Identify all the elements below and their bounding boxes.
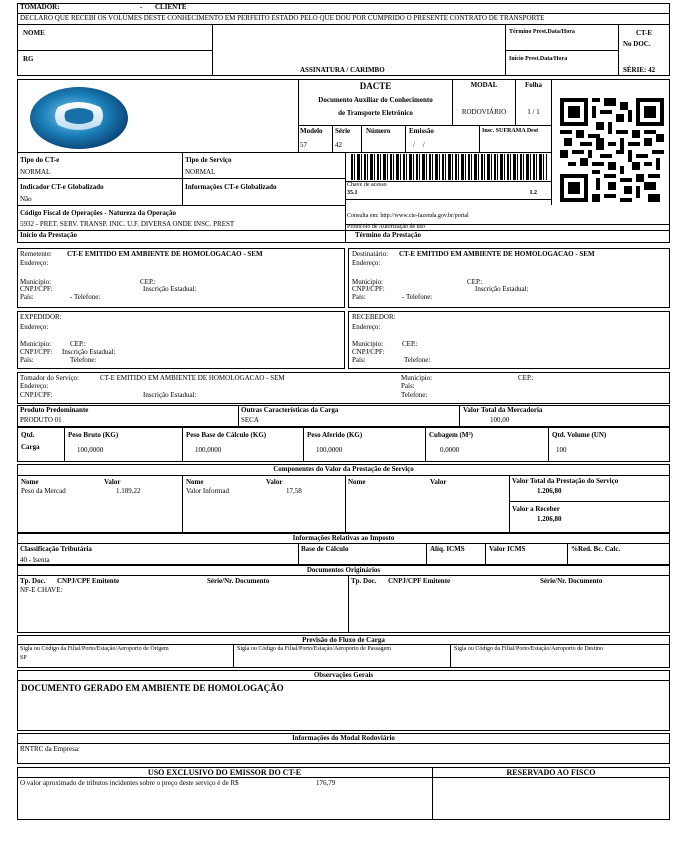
- insc-suframa-label: Insc. SUFRAMA Dest: [482, 128, 539, 134]
- remetente-name: CT-E EMITIDO EM AMBIENTE DE HOMOLOGACAO - SEM: [67, 250, 263, 258]
- dacte-title: DACTE: [359, 81, 392, 91]
- divider: [17, 50, 212, 51]
- indicador-label: Indicador CT-e Globalizado: [20, 183, 104, 191]
- peso-bruto-label: Peso Bruto (KG): [68, 431, 119, 439]
- stub-serie: SÉRIE: 42: [623, 66, 656, 74]
- divider: [332, 125, 333, 152]
- fisco-title: RESERVADO AO FISCO: [506, 768, 596, 777]
- tributos-value: 176,79: [316, 779, 336, 787]
- recebedor-endereco: Endereço:: [352, 323, 381, 331]
- chave-label: Chave de acesso: [347, 182, 387, 188]
- divider: [548, 427, 549, 462]
- divider: [17, 178, 345, 179]
- destinatario-cnpj: CNPJ/CPF:: [352, 285, 385, 293]
- classificacao-label: Classificação Tributária: [20, 545, 92, 553]
- valor-mercadoria-label: Valor Total da Mercadoria: [463, 406, 543, 414]
- produto-value: PRODUTO 01: [20, 416, 62, 424]
- tipo-servico-value: NORMAL: [185, 168, 216, 176]
- tomador-ie: Inscrição Estadual:: [143, 391, 197, 399]
- barcode: [351, 154, 547, 180]
- chave-end: L2: [530, 190, 538, 196]
- comp-1-valor: 1.189,22: [116, 487, 141, 495]
- folha-value: 1 / 1: [527, 108, 540, 116]
- qtd-volume-value: 100: [556, 446, 567, 454]
- tomador-endereco: Endereço:: [20, 382, 49, 390]
- valor-total-value: 1.206,80: [537, 487, 562, 495]
- docs-cnpj-header-2: CNPJ/CPF Emitente: [388, 577, 451, 585]
- docs-tp-header-2: Tp. Doc.: [351, 577, 377, 585]
- recebedor-pais: País:: [352, 356, 366, 364]
- cubagem-value: 0,0000: [440, 446, 460, 454]
- divider: [509, 501, 670, 502]
- docs-cnpj-header-1: CNPJ/CPF Emitente: [57, 577, 120, 585]
- divider: [17, 152, 551, 153]
- divider: [233, 644, 234, 668]
- expedidor-box: [17, 311, 345, 369]
- recebedor-cep: CEP.:: [402, 340, 418, 348]
- produto-box: [17, 405, 670, 427]
- divider: [509, 475, 510, 533]
- divider: [303, 427, 304, 462]
- divider: [479, 125, 480, 152]
- modal-label: MODAL: [470, 81, 498, 89]
- valor-total-label: Valor Total da Prestação do Serviço: [512, 477, 619, 485]
- fluxo-title: Previsão do Fluxo de Carga: [302, 636, 385, 644]
- divider: [345, 475, 346, 533]
- protocolo-label: Protocolo de Autorização de uso: [347, 224, 425, 230]
- destinatario-ie: Inscrição Estadual:: [475, 285, 529, 293]
- recebedor-box: [348, 311, 670, 369]
- modal-value: RODOVIÁRIO: [461, 108, 507, 116]
- expedidor-pais: País:: [20, 356, 34, 364]
- divider: [182, 475, 183, 533]
- stub-dash: -: [140, 3, 143, 11]
- stub-nome-label: NOME: [23, 29, 45, 37]
- divider: [17, 24, 670, 25]
- expedidor-ie: Inscrição Estadual:: [62, 348, 116, 356]
- destinatario-label: Destinatário:: [352, 250, 389, 258]
- comp-2-valor: 17,58: [286, 487, 302, 495]
- divider: [17, 743, 670, 744]
- divider: [298, 125, 551, 126]
- indicador-value: Não: [20, 195, 32, 203]
- destinatario-telefone: - Telefone:: [402, 293, 433, 301]
- remetente-telefone: - Telefone:: [70, 293, 101, 301]
- destinatario-endereco: Endereço:: [352, 259, 381, 267]
- divider: [212, 24, 213, 76]
- emissao-value: / /: [413, 141, 428, 149]
- comp-nome-header-1: Nome: [21, 478, 39, 486]
- modelo-label: Modelo: [300, 127, 323, 135]
- comp-2-nome: Valor Informad: [186, 487, 229, 495]
- destinatario-cep: CEP.:: [467, 278, 483, 286]
- divider: [298, 543, 299, 565]
- peso-base-label: Peso Base de Cálculo (KG): [186, 431, 267, 439]
- comp-valor-header-2: Valor: [266, 478, 283, 486]
- divider: [17, 543, 670, 544]
- dacte-subtitle-2: de Transporte Eletrônico: [338, 109, 413, 117]
- recebedor-cnpj: CNPJ/CPF:: [352, 348, 385, 356]
- divider: [17, 575, 670, 576]
- expedidor-telefone: Telefone:: [70, 356, 97, 364]
- divider: [345, 199, 551, 200]
- cubagem-label: Cubagem (M³): [429, 431, 473, 439]
- stub-cliente-label: CLIENTE: [155, 3, 187, 11]
- inicio-prestacao-label: Início da Prestação: [20, 231, 78, 239]
- observacoes-text: DOCUMENTO GERADO EM AMBIENTE DE HOMOLOGAÇÃO: [21, 683, 284, 693]
- divider: [17, 644, 670, 645]
- company-logo-icon: [28, 85, 130, 151]
- fluxo-destino-label: Sigla ou Código da Filial/Porto/Estação/Aeroporto de Destino: [454, 646, 603, 652]
- divider: [426, 543, 427, 565]
- divider: [405, 125, 406, 152]
- tipo-cte-value: NORMAL: [20, 168, 51, 176]
- tributos-text: O valor aproximado de tributos incidentes sobre o preço deste serviço é de R$: [20, 779, 239, 787]
- peso-aferido-label: Peso Aferido (KG): [307, 431, 363, 439]
- comp-valor-header-1: Valor: [104, 478, 121, 486]
- emissor-title: USO EXCLUSIVO DO EMISSOR DO CT-E: [147, 768, 302, 777]
- rntrc-label: RNTRC da Empresa:: [20, 745, 80, 753]
- folha-label: Folha: [524, 81, 543, 89]
- docs-serie-header-1: Série/Nr. Documento: [207, 577, 270, 585]
- remetente-pais: País:: [20, 293, 34, 301]
- valor-receber-value: 1.206,80: [537, 515, 562, 523]
- serie-label: Série: [335, 127, 351, 135]
- peso-aferido-value: 100,0000: [316, 446, 343, 454]
- tomador-municipio: Municipio:: [401, 374, 433, 382]
- stub-declaration: DECLARO QUE RECEBI OS VOLUMES DESTE CONHECIMENTO EM PERFEITO ESTADO PELO QUE DOU POR CUMPRIDO O PRESENTE CONTRATO DE TRANSPORTE: [20, 14, 545, 22]
- divider: [425, 427, 426, 462]
- serie-value: 42: [335, 141, 342, 149]
- expedidor-cep: CEP.:: [70, 340, 86, 348]
- tomador-telefone: Telefone:: [401, 391, 428, 399]
- valor-receber-label: Valor a Receber: [512, 505, 560, 513]
- divider: [361, 125, 362, 152]
- stub-cte: CT-E: [636, 29, 653, 37]
- divider: [567, 543, 568, 565]
- observacoes-title: Observações Gerais: [313, 671, 374, 679]
- remetente-endereco: Endereço:: [20, 259, 49, 267]
- tomador-cep: CEP.:: [518, 374, 534, 382]
- remetente-cnpj: CNPJ/CPF:: [20, 285, 53, 293]
- recebedor-municipio: Municipio:: [352, 340, 384, 348]
- tomador-name: CT-E EMITIDO EM AMBIENTE DE HOMOLOGACAO - SEM: [100, 374, 285, 382]
- modelo-value: 57: [300, 141, 307, 149]
- comp-1-nome: Peso da Mercad: [21, 487, 66, 495]
- recebedor-label: RECEBEDOR:: [352, 313, 396, 321]
- destinatario-pais: País:: [352, 293, 366, 301]
- divider: [505, 50, 618, 51]
- divider: [450, 644, 451, 668]
- componentes-title: Componentes do Valor da Prestação de Serviço: [273, 465, 414, 473]
- produto-label: Produto Predominante: [20, 406, 89, 414]
- remetente-label: Remetente:: [20, 250, 52, 258]
- valor-mercadoria-value: 100,00: [490, 416, 510, 424]
- fluxo-origem-value: SP: [20, 655, 27, 661]
- red-bc-label: %Red. Bc. Calc.: [571, 545, 621, 553]
- stub-no-doc: No DOC.: [623, 40, 651, 48]
- comp-valor-header-3: Valor: [430, 478, 447, 486]
- docs-nfe-chave: NF-E CHAVE:: [20, 586, 63, 594]
- tomador-pais: País:: [401, 382, 415, 390]
- emissao-label: Emissão: [409, 127, 434, 135]
- termino-prestacao-label: Término da Prestação: [355, 231, 421, 239]
- expedidor-municipio: Municipio:: [20, 340, 52, 348]
- qtd-volume-label: Qtd. Volume (UN): [552, 431, 607, 439]
- expedidor-label: EXPEDIDOR:: [20, 313, 62, 321]
- divider: [182, 427, 183, 462]
- tomador-label: Tomador do Serviço:: [20, 374, 79, 382]
- divider: [459, 405, 460, 427]
- expedidor-endereco: Endereço:: [20, 323, 49, 331]
- destinatario-municipio: Municipio:: [352, 278, 384, 286]
- info-glob-label: Informações CT-e Globalizado: [185, 183, 277, 191]
- divider: [348, 575, 349, 633]
- cfop-label: Código Fiscal de Operações - Natureza da Operação: [20, 209, 176, 217]
- classificacao-value: 40 - Isenta: [20, 556, 50, 564]
- numero-label: Número: [366, 127, 391, 135]
- tomador-cnpj: CNPJ/CPF:: [20, 391, 53, 399]
- divider: [17, 777, 670, 778]
- recebedor-telefone: Telefone:: [404, 356, 431, 364]
- modal-rodoviario-title: Informações do Modal Rodoviário: [292, 734, 395, 742]
- stub-tomador-label: TOMADOR:: [20, 3, 60, 11]
- carga-label: Carga: [21, 443, 40, 451]
- remetente-municipio: Municipio:: [20, 278, 52, 286]
- divider: [17, 680, 670, 681]
- valor-icms-label: Valor ICMS: [489, 545, 526, 553]
- remetente-cep: CEP.:: [140, 278, 156, 286]
- consulta-url: Consulta em: http://www.cte-fazenda.gov.br/portal: [347, 213, 469, 219]
- tipo-cte-label: Tipo do CT-e: [20, 156, 60, 164]
- qtd-label: Qtd.: [21, 431, 35, 439]
- divider: [485, 543, 486, 565]
- documentos-title: Documentos Originários: [306, 566, 381, 574]
- outras-label: Outras Características da Carga: [241, 406, 339, 414]
- docs-serie-header-2: Série/Nr. Documento: [540, 577, 603, 585]
- comp-nome-header-2: Nome: [186, 478, 204, 486]
- divider: [17, 475, 670, 476]
- stub-assinatura: ASSINATURA / CARIMBO: [300, 66, 385, 74]
- expedidor-cnpj: CNPJ/CPF:: [20, 348, 53, 356]
- fluxo-origem-label: Sigla ou Código da Filial/Porto/Estação/Aeroporto de Origem: [20, 646, 169, 652]
- divider: [618, 24, 619, 76]
- tipo-servico-label: Tipo de Serviço: [185, 156, 232, 164]
- chave-value: 35.1: [347, 190, 358, 196]
- stub-inicio-label: Início Prest.Data/Hora: [509, 56, 568, 62]
- outras-value: SECA: [241, 416, 259, 424]
- peso-bruto-value: 100,0000: [77, 446, 104, 454]
- divider: [64, 427, 65, 462]
- remetente-ie: Inscrição Estadual:: [143, 285, 197, 293]
- cfop-value: 5932 - PRET. SERV. TRANSP. INIC. U.F. DIVERSA ONDE INSC. PREST: [20, 220, 235, 228]
- aliq-icms-label: Alíq. ICMS: [430, 545, 465, 553]
- comp-nome-header-3: Nome: [348, 478, 366, 486]
- divider: [238, 405, 239, 427]
- base-calculo-label: Base de Cálculo: [301, 545, 349, 553]
- destinatario-name: CT-E EMITIDO EM AMBIENTE DE HOMOLOGACAO - SEM: [399, 250, 595, 258]
- divider: [17, 205, 345, 206]
- fluxo-passagem-label: Sigla ou Código da Filial/Porto/Estação/Aeroporto de Passagem: [237, 646, 391, 652]
- docs-tp-header-1: Tp. Doc.: [20, 577, 46, 585]
- divider: [551, 79, 552, 205]
- dacte-subtitle-1: Documento Auxiliar do Conhecimento: [318, 96, 433, 104]
- imposto-title: Informações Relativas ao Imposto: [292, 534, 395, 542]
- divider: [17, 230, 670, 231]
- qr-code-icon: [560, 98, 664, 202]
- stub-rg-label: RG: [23, 55, 34, 63]
- stub-termino-label: Término Prest.Data/Hora: [509, 29, 575, 35]
- peso-base-value: 100,0000: [195, 446, 222, 454]
